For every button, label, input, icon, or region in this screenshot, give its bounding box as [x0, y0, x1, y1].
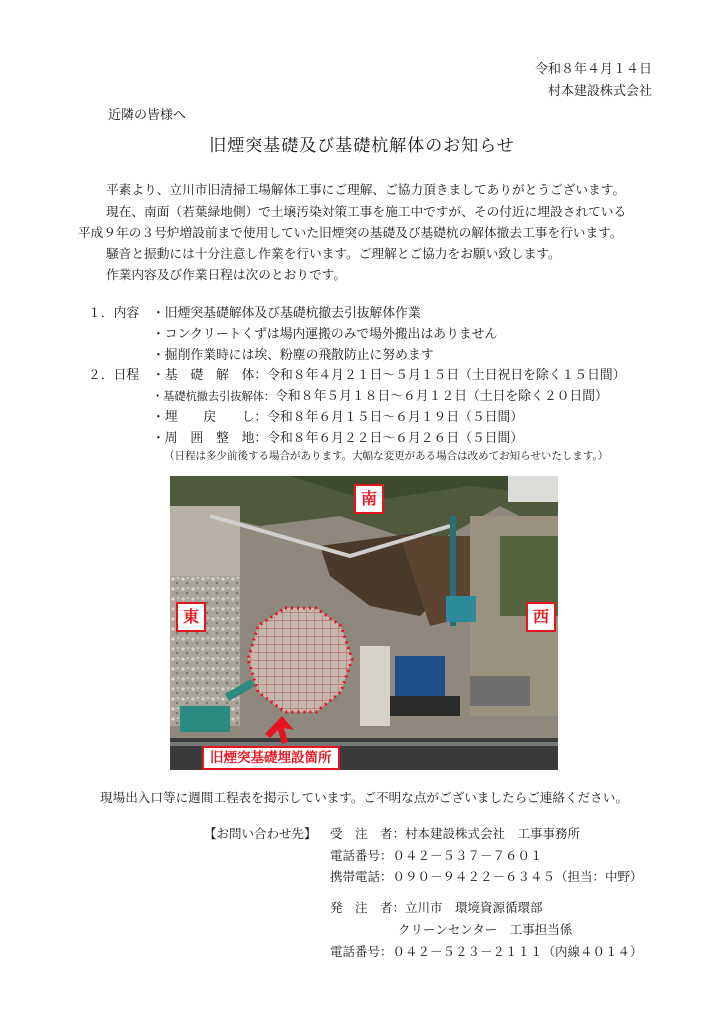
phone-label: 電話番号：: [330, 944, 393, 959]
direction-label-west: 西: [526, 602, 556, 632]
schedule-item-period: 令和８年６月１５日～６月１９日（５日間）: [267, 410, 524, 425]
schedule-row: [152, 406, 523, 425]
client-row: [330, 898, 543, 916]
client-phone-row: [330, 942, 643, 960]
issuer-name: 村本建設株式会社: [547, 84, 652, 99]
intro-line-5: 作業内容及び作業日程は次のとおりです。: [106, 267, 347, 282]
client-name-2: クリーンセンター 工事担当係: [398, 922, 573, 937]
intro-line-2: 現在、南面（若葉緑地側）で土壌汚染対策工事を施工中ですが、その付近に埋設されている: [106, 204, 627, 219]
site-aerial-photo: [170, 476, 558, 770]
direction-label-east: 東: [176, 602, 206, 632]
content-item: ・旧煙突基礎解体及び基礎杭撤去引抜解体作業: [152, 306, 421, 321]
schedule-note: （日程は多少前後する場合があります。大幅な変更がある場合は改めてお知らせいたします。）: [164, 450, 609, 462]
schedule-row: [152, 427, 523, 446]
content-label: １．内容: [88, 306, 140, 321]
contractor-phone[interactable]: ０４２－５３７－７６０１: [392, 848, 543, 863]
intro-line-4: 騒音と振動には十分注意し作業を行います。ご理解とご協力をお願い致します。: [106, 246, 561, 261]
schedule-item-period: 令和８年５月１８日～６月１２日（土日を除く２０日間）: [275, 389, 608, 404]
contractor-row: [330, 824, 580, 842]
schedule-item-name: ・周 囲 整 地：: [152, 431, 268, 446]
photo-caption: 旧煙突基礎埋設箇所: [202, 746, 340, 770]
phone-label: 電話番号：: [330, 848, 393, 863]
intro-line-1: 平素より、立川市旧清掃工場解体工事にご理解、ご協力頂きましてありがとうございます。: [106, 182, 626, 197]
contractor-mobile[interactable]: ０９０－９４２２－６３４５（担当：中野）: [392, 869, 643, 884]
content-item: ・コンクリートくずは場内運搬のみで場外搬出はありません: [152, 327, 498, 342]
contractor-mobile-row: [330, 867, 643, 885]
posting-notice: 現場出入口等に週間工程表を掲示しています。ご不明な点がございましたらご連絡ください。: [100, 790, 628, 805]
client-phone[interactable]: ０４２－５２３－２１１１（内線４０１４）: [392, 944, 643, 959]
content-item: ・掘削作業時には埃、粉塵の飛散防止に努めます: [152, 348, 434, 363]
greeting: 近隣の皆様へ: [108, 108, 187, 123]
contractor-phone-row: [330, 846, 543, 864]
schedule-item-name: ・基 礎 解 体：: [152, 368, 268, 383]
client-role: 発 注 者：: [330, 900, 406, 915]
contractor-name: 村本建設株式会社 工事事務所: [405, 826, 581, 841]
schedule-item-period: 令和８年６月２２日～６月２６日（５日間）: [267, 431, 524, 446]
schedule-label: ２．日程: [88, 368, 140, 383]
notice-date: 令和８年４月１４日: [534, 62, 652, 77]
contact-heading: 【お問い合わせ先】: [204, 826, 317, 841]
intro-line-3: 平成９年の３号炉増設前まで使用していた旧煙突の基礎及び基礎杭の解体撤去工事を行います。: [78, 225, 623, 240]
schedule-item-name: ・埋 戻 し：: [152, 410, 268, 425]
contractor-role: 受 注 者：: [330, 826, 406, 841]
site-photo-graphic: [170, 476, 558, 770]
page-title: 旧煙突基礎及び基礎杭解体のお知らせ: [209, 136, 515, 156]
schedule-item-name: ・基礎杭撤去引抜解体：: [152, 390, 276, 403]
direction-label-south: 南: [354, 484, 384, 514]
mobile-label: 携帯電話：: [330, 869, 393, 884]
client-name-1: 立川市 環境資源循環部: [405, 900, 543, 915]
schedule-row: [152, 385, 608, 404]
schedule-row: [152, 364, 625, 383]
schedule-item-period: 令和８年４月２１日～５月１５日（土日祝日を除く１５日間）: [267, 368, 626, 383]
